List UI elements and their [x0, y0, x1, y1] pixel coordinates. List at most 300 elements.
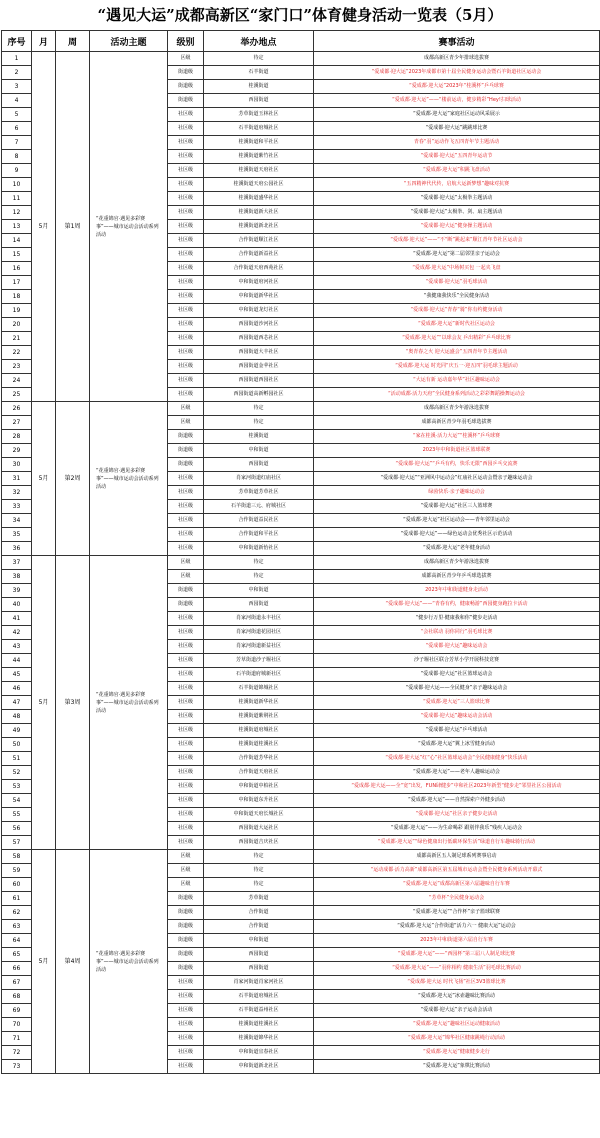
level-cell: 社区级	[168, 1060, 204, 1074]
place-cell: 待定	[204, 402, 314, 416]
level-cell: 社区级	[168, 346, 204, 360]
row-number: 2	[2, 66, 32, 80]
level-cell: 社区级	[168, 640, 204, 654]
document-title: “遇见大运”成都高新区“家门口”体育健身活动一览表（5月）	[97, 6, 503, 24]
row-number: 61	[2, 892, 32, 906]
row-number: 30	[2, 458, 32, 472]
row-number: 8	[2, 150, 32, 164]
activity-cell: “爱成都·迎大运”青春“骑”你有约健身活动	[314, 304, 600, 318]
row-number: 62	[2, 906, 32, 920]
row-number: 9	[2, 164, 32, 178]
row-number: 3	[2, 80, 32, 94]
row-number: 47	[2, 696, 32, 710]
row-number: 22	[2, 346, 32, 360]
level-cell: 社区级	[168, 332, 204, 346]
activity-cell: “爱成都·迎大运”象棋比赛活动	[314, 1060, 600, 1074]
place-cell: 合作街道和平社区	[204, 528, 314, 542]
row-number: 58	[2, 850, 32, 864]
level-cell: 街道级	[168, 80, 204, 94]
level-cell: 社区级	[168, 248, 204, 262]
place-cell: 合作街道	[204, 920, 314, 934]
level-cell: 社区级	[168, 304, 204, 318]
activity-cell: “爱成都·迎大运”锦华社区健康跳绳行动活动	[314, 1032, 600, 1046]
activity-cell: “爱成都·迎大运”“合作杯”亲子篮球联赛	[314, 906, 600, 920]
row-number: 73	[2, 1060, 32, 1074]
place-cell: 合作街道新益社区	[204, 248, 314, 262]
place-cell: 石羊街道益州社区	[204, 1004, 314, 1018]
level-cell: 社区级	[168, 108, 204, 122]
level-cell: 社区级	[168, 486, 204, 500]
activity-cell: “爱成都·迎大运 时光同“庆五一·迎五四”羽毛球主题活动	[314, 360, 600, 374]
row-number: 19	[2, 304, 32, 318]
activity-cell: “爱成都·迎大运”羽毛球活动	[314, 276, 600, 290]
table-body	[2, 52, 600, 1074]
activity-cell: “爱成都·迎大运”“绿色健康出行低碳环保生活”绿道自行车趣味骑行活动	[314, 836, 600, 850]
row-number: 10	[2, 178, 32, 192]
place-cell: 西园街道	[204, 962, 314, 976]
place-cell: 肖家河街道新益社区	[204, 640, 314, 654]
activity-cell: “爱成都·迎大运”2023年“桂溪杯”乒乓球赛	[314, 80, 600, 94]
row-number: 33	[2, 500, 32, 514]
activity-cell: “活动成都·活力天府”全民健身系列活动之彩彩舞蹈操舞运动会	[314, 388, 600, 402]
row-number: 66	[2, 962, 32, 976]
week-cell: 第3周	[56, 556, 90, 850]
header-theme: 活动主题	[90, 31, 168, 52]
row-number: 25	[2, 388, 32, 402]
week-cell: 第2周	[56, 402, 90, 556]
level-cell: 区级	[168, 556, 204, 570]
level-cell: 区级	[168, 52, 204, 66]
row-number: 6	[2, 122, 32, 136]
activity-cell: “爱成都·迎大运”“乒乓有约，快乐无限”西园乒乓交流赛	[314, 458, 600, 472]
level-cell: 街道级	[168, 458, 204, 472]
level-cell: 街道级	[168, 962, 204, 976]
level-cell: 街道级	[168, 920, 204, 934]
row-number: 29	[2, 444, 32, 458]
row-number: 39	[2, 584, 32, 598]
activity-cell: “运动成都·活力高新”成都高新区第五届城市运动会暨全民健身系列活动开幕式	[314, 864, 600, 878]
place-cell: 合作街道	[204, 906, 314, 920]
row-number: 64	[2, 934, 32, 948]
row-number: 40	[2, 598, 32, 612]
row-number: 13	[2, 220, 32, 234]
row-number: 26	[2, 402, 32, 416]
row-number: 35	[2, 528, 32, 542]
level-cell: 街道级	[168, 934, 204, 948]
row-number: 32	[2, 486, 32, 500]
activity-cell: 成都高新区青少年乒乓球选拔赛	[314, 570, 600, 584]
place-cell: 西园街道	[204, 598, 314, 612]
activity-cell: “爱成都·迎大运”——绿色运动会优秀社区示范活动	[314, 528, 600, 542]
activity-cell: 成都高新区青少年排球选拔赛	[314, 52, 600, 66]
place-cell: 合作街道顺江社区	[204, 234, 314, 248]
level-cell: 街道级	[168, 66, 204, 80]
activity-cell: “爱成都·迎大运”——“西园杯”第三届八人制足球比赛	[314, 948, 600, 962]
level-cell: 社区级	[168, 192, 204, 206]
activity-cell: “爱成都·迎大运”趣味运动会	[314, 640, 600, 654]
theme-cell: “花重锦官·遇见多彩赛事”——城市运动会活动系列活动	[90, 850, 168, 1074]
activity-cell: “爱成都·迎大运”乒乓球活动	[314, 724, 600, 738]
month-cell: 5月	[32, 850, 56, 1074]
place-cell: 桂溪街道桂溪社区	[204, 1018, 314, 1032]
row-number: 41	[2, 612, 32, 626]
activity-cell: “爱成都·迎大运”趣味运动会活动	[314, 710, 600, 724]
table-row	[2, 402, 600, 416]
activity-cell: “爱成都·迎大运”三人篮球比赛	[314, 696, 600, 710]
level-cell: 街道级	[168, 584, 204, 598]
place-cell: 桂溪街道天府公园社区	[204, 178, 314, 192]
activity-cell: “爱成都·迎大运”老年健身活动	[314, 542, 600, 556]
row-number: 56	[2, 822, 32, 836]
place-cell: 芳草街道玉林社区	[204, 108, 314, 122]
level-cell: 社区级	[168, 1018, 204, 1032]
place-cell: 西园街道金苹社区	[204, 360, 314, 374]
activity-cell: “爱成都·迎大运”“以球会友 乒出精彩”乒乓球比赛	[314, 332, 600, 346]
activity-cell: “爱成都·迎大运”社区亲子健步走活动	[314, 808, 600, 822]
place-cell: 肖家河街道红庙社区	[204, 472, 314, 486]
activity-cell: “爱成都·迎大运”翼上冰雪健身活动	[314, 738, 600, 752]
row-number: 36	[2, 542, 32, 556]
row-number: 69	[2, 1004, 32, 1018]
row-number: 31	[2, 472, 32, 486]
table-row	[2, 52, 600, 66]
level-cell: 社区级	[168, 612, 204, 626]
activity-cell: 绿茵快乐·亲子趣味运动会	[314, 486, 600, 500]
level-cell: 社区级	[168, 654, 204, 668]
level-cell: 区级	[168, 402, 204, 416]
theme-cell: “花重锦官·遇见多彩赛事”——城市运动会活动系列活动	[90, 52, 168, 402]
activity-cell: “爱成都·迎大运”2023年成都市第十届全民健身运动会暨石羊街道社区运动会	[314, 66, 600, 80]
row-number: 59	[2, 864, 32, 878]
activity-cell: “我健康我快乐”全民健身活动	[314, 290, 600, 304]
place-cell: 西园街道	[204, 94, 314, 108]
place-cell: 中和街道东升社区	[204, 794, 314, 808]
activity-cell: “爱成都·迎大运”趣味社区运动健康活动	[314, 1018, 600, 1032]
activity-cell: “芳草杯”全民健身运动会	[314, 892, 600, 906]
activity-cell: “爱成都·迎大运”健康健步走行	[314, 1046, 600, 1060]
place-cell: 桂溪街道新大社区	[204, 206, 314, 220]
place-cell: 合作街道天府社区	[204, 766, 314, 780]
place-cell: 中和街道新华社区	[204, 290, 314, 304]
row-number: 52	[2, 766, 32, 780]
level-cell: 社区级	[168, 136, 204, 150]
month-cell: 5月	[32, 52, 56, 402]
place-cell: 芳草街道	[204, 892, 314, 906]
activity-cell: “爱成都·迎大运”“亚洲风中运动会”红庙社区运动会暨亲子趣味运动会	[314, 472, 600, 486]
activity-cell: 成都高新区五人制足球系列赛事启动	[314, 850, 600, 864]
level-cell: 社区级	[168, 990, 204, 1004]
row-number: 45	[2, 668, 32, 682]
row-number: 38	[2, 570, 32, 584]
place-cell: 石羊街道锦城社区	[204, 682, 314, 696]
row-number: 48	[2, 710, 32, 724]
place-cell: 中和街道新怡社区	[204, 542, 314, 556]
level-cell: 街道级	[168, 430, 204, 444]
level-cell: 社区级	[168, 808, 204, 822]
place-cell: 桂溪街道桂溪社区	[204, 738, 314, 752]
level-cell: 社区级	[168, 262, 204, 276]
activity-cell: “爱成都·迎大运”社区三人篮球赛	[314, 500, 600, 514]
place-cell: 西园街道西芯社区	[204, 332, 314, 346]
level-cell: 社区级	[168, 150, 204, 164]
activity-cell: “爱成都·迎大运”——“青春有约，健康畅游”西园健身跑拉卡活动	[314, 598, 600, 612]
row-number: 71	[2, 1032, 32, 1046]
activity-cell: “五四精神代代传，启航大运新梦想”趣味对抗赛	[314, 178, 600, 192]
activity-cell: “爱成都·迎大运”——“羽你相约 健康生活”羽毛球比赛活动	[314, 962, 600, 976]
place-cell: 桂溪街道盛华社区	[204, 192, 314, 206]
row-number: 49	[2, 724, 32, 738]
place-cell: 西园街道	[204, 948, 314, 962]
place-cell: 桂溪街道	[204, 80, 314, 94]
level-cell: 社区级	[168, 164, 204, 178]
level-cell: 社区级	[168, 234, 204, 248]
header-place: 举办地点	[204, 31, 314, 52]
level-cell: 街道级	[168, 94, 204, 108]
place-cell: 石羊街道	[204, 66, 314, 80]
place-cell: 合作街道天府西苑社区	[204, 262, 314, 276]
activity-cell: “爱成都·迎大运”社区篮球运动会	[314, 668, 600, 682]
place-cell: 待定	[204, 416, 314, 430]
row-number: 11	[2, 192, 32, 206]
place-cell: 石羊街道府城新社区	[204, 668, 314, 682]
level-cell: 社区级	[168, 1046, 204, 1060]
level-cell: 社区级	[168, 500, 204, 514]
row-number: 51	[2, 752, 32, 766]
activity-cell: “健步行万里·健康我和你”健步走活动	[314, 612, 600, 626]
activity-cell: “家在桂溪·活力大运”“桂溪杯”乒乓球赛	[314, 430, 600, 444]
place-cell: 西园街道高新孵园社区	[204, 388, 314, 402]
activity-cell: “爱成都·迎大运”跳跳球比赛	[314, 122, 600, 136]
level-cell: 街道级	[168, 948, 204, 962]
level-cell: 社区级	[168, 738, 204, 752]
row-number: 28	[2, 430, 32, 444]
row-number: 57	[2, 836, 32, 850]
level-cell: 社区级	[168, 822, 204, 836]
place-cell: 肖家河街道肖家河社区	[204, 976, 314, 990]
level-cell: 社区级	[168, 542, 204, 556]
place-cell: 西园街道	[204, 458, 314, 472]
level-cell: 社区级	[168, 696, 204, 710]
activity-cell: 2023年中和街道第六届自行车赛	[314, 934, 600, 948]
row-number: 34	[2, 514, 32, 528]
level-cell: 街道级	[168, 444, 204, 458]
level-cell: 社区级	[168, 752, 204, 766]
row-number: 63	[2, 920, 32, 934]
place-cell: 西园街道大丰社区	[204, 346, 314, 360]
level-cell: 社区级	[168, 626, 204, 640]
level-cell: 社区级	[168, 710, 204, 724]
row-number: 54	[2, 794, 32, 808]
week-cell: 第1周	[56, 52, 90, 402]
place-cell: 桂溪街道紫竹社区	[204, 150, 314, 164]
place-cell: 肖家河街道花园社区	[204, 626, 314, 640]
row-number: 72	[2, 1046, 32, 1060]
row-number: 27	[2, 416, 32, 430]
activity-cell: 成都高新区青少年游泳选拔赛	[314, 556, 600, 570]
place-cell: 桂溪街道新北社区	[204, 220, 314, 234]
activity-cell: “爱成都·迎大运 时代飞扬”社区3V3篮球比赛	[314, 976, 600, 990]
activity-cell: “爱成都·迎大运”健身操主题活动	[314, 220, 600, 234]
level-cell: 社区级	[168, 220, 204, 234]
row-number: 1	[2, 52, 32, 66]
row-number: 53	[2, 780, 32, 794]
activity-cell: “爱成都·迎大运”——老年人趣味运动会	[314, 766, 600, 780]
header-month: 月	[32, 31, 56, 52]
activity-cell: 青春“羽”运动作飞五四青年节主题活动	[314, 136, 600, 150]
place-cell: 桂溪街道和平社区	[204, 136, 314, 150]
activity-cell: “爱成都·迎大运”亲子运动会活动	[314, 1004, 600, 1018]
level-cell: 街道级	[168, 598, 204, 612]
level-cell: 社区级	[168, 528, 204, 542]
activity-cell: “爱成都·迎大运——全“宽”出发，FUN肆健步”中和社区2023年新型“健步走”邻里社区公园活动	[314, 780, 600, 794]
header-week: 周	[56, 31, 90, 52]
row-number: 20	[2, 318, 32, 332]
level-cell: 社区级	[168, 206, 204, 220]
place-cell: 石羊街道府城社区	[204, 122, 314, 136]
activity-cell: 2023年中和街道健身走活动	[314, 584, 600, 598]
level-cell: 社区级	[168, 682, 204, 696]
place-cell: 芳草街道沙子堰社区	[204, 654, 314, 668]
row-number: 43	[2, 640, 32, 654]
activity-cell: 2023年中和街道社区篮球联赛	[314, 444, 600, 458]
level-cell: 社区级	[168, 794, 204, 808]
level-cell: 社区级	[168, 1032, 204, 1046]
row-number: 65	[2, 948, 32, 962]
level-cell: 社区级	[168, 388, 204, 402]
place-cell: 中和街道龙灯社区	[204, 304, 314, 318]
level-cell: 区级	[168, 570, 204, 584]
place-cell: 桂溪街道	[204, 430, 314, 444]
level-cell: 社区级	[168, 318, 204, 332]
row-number: 44	[2, 654, 32, 668]
place-cell: 石羊街道三元、府城社区	[204, 500, 314, 514]
row-number: 17	[2, 276, 32, 290]
activity-cell: “爱成都·迎大运”第二届邻里亲子运动会	[314, 248, 600, 262]
activity-cell: “爱成都·迎大运”冰壶趣味比赛活动	[314, 990, 600, 1004]
activity-cell: “爱成都·迎大运”太极拳主题活动	[314, 192, 600, 206]
place-cell: 合作街道益民社区	[204, 514, 314, 528]
activity-cell: “爱成都·迎大运”积跳飞盘活动	[314, 164, 600, 178]
header-no: 序号	[2, 31, 32, 52]
activity-cell: “爱成都·迎大运”——“楼前运动，健步精彩”Hey!扫球活动	[314, 94, 600, 108]
activity-table	[1, 30, 600, 1074]
header-activity: 赛事活动	[314, 31, 600, 52]
place-cell: 桂溪街道新华社区	[204, 696, 314, 710]
level-cell: 街道级	[168, 892, 204, 906]
place-cell: 合作街道芳华社区	[204, 752, 314, 766]
place-cell: 中和街道	[204, 584, 314, 598]
place-cell: 中和街道宜春社区	[204, 1046, 314, 1060]
level-cell: 社区级	[168, 472, 204, 486]
activity-cell: “爱成都·迎大运——全民健身”亲子趣味运动会	[314, 682, 600, 696]
level-cell: 区级	[168, 850, 204, 864]
row-number: 15	[2, 248, 32, 262]
row-number: 12	[2, 206, 32, 220]
place-cell: 西园街道西园社区	[204, 374, 314, 388]
activity-cell: “爱成都·迎大运”——自然探索户外健步活动	[314, 794, 600, 808]
place-cell: 中和街道	[204, 444, 314, 458]
activity-cell: 沙子堰社区联合芳草小学开展科技竞赛	[314, 654, 600, 668]
activity-cell: “爱成都·迎大运”家庭社区运动风采展示	[314, 108, 600, 122]
row-number: 18	[2, 290, 32, 304]
place-cell: 待定	[204, 878, 314, 892]
row-number: 70	[2, 1018, 32, 1032]
activity-cell: “爱成都·迎大运”成都高新区第六届趣味自行车赛	[314, 878, 600, 892]
row-number: 16	[2, 262, 32, 276]
activity-cell: “爱成都·迎大运”太极拳、剑、扇主题活动	[314, 206, 600, 220]
place-cell: 西园街道大运社区	[204, 822, 314, 836]
row-number: 55	[2, 808, 32, 822]
activity-cell: “爱成都·迎大运”——“不“断”跳起来”顺江青年节社区运动会	[314, 234, 600, 248]
level-cell: 区级	[168, 416, 204, 430]
level-cell: 社区级	[168, 836, 204, 850]
place-cell: 桂溪街道紫荆社区	[204, 710, 314, 724]
place-cell: 桂溪街道锦华社区	[204, 1032, 314, 1046]
level-cell: 社区级	[168, 668, 204, 682]
month-cell: 5月	[32, 556, 56, 850]
place-cell: 西园街道吉庆社区	[204, 836, 314, 850]
theme-cell: “花重锦官·遇见多彩赛事”——城市运动会活动系列活动	[90, 556, 168, 850]
level-cell: 社区级	[168, 178, 204, 192]
place-cell: 待定	[204, 570, 314, 584]
place-cell: 肖家河街道永丰社区	[204, 612, 314, 626]
place-cell: 中和街道新北社区	[204, 1060, 314, 1074]
level-cell: 街道级	[168, 906, 204, 920]
row-number: 42	[2, 626, 32, 640]
level-cell: 社区级	[168, 122, 204, 136]
activity-cell: “爱成都·迎大运”社区运动会——青年邻里运动会	[314, 514, 600, 528]
header-level: 级别	[168, 31, 204, 52]
place-cell: 待定	[204, 864, 314, 878]
place-cell: 中和街道府河社区	[204, 276, 314, 290]
level-cell: 区级	[168, 878, 204, 892]
row-number: 46	[2, 682, 32, 696]
level-cell: 社区级	[168, 780, 204, 794]
level-cell: 社区级	[168, 290, 204, 304]
activity-cell: “爱成都·迎大运”五四青年运动节	[314, 150, 600, 164]
header-row	[2, 31, 600, 52]
place-cell: 待定	[204, 52, 314, 66]
activity-cell: “爱成都·迎大运”红“心”社区篮球运动会“全民健康健身”快乐活动	[314, 752, 600, 766]
row-number: 68	[2, 990, 32, 1004]
place-cell: 桂溪街道府城社区	[204, 724, 314, 738]
row-number: 23	[2, 360, 32, 374]
level-cell: 社区级	[168, 514, 204, 528]
row-number: 7	[2, 136, 32, 150]
activity-cell: 成都高新区青少年羽毛球选拔赛	[314, 416, 600, 430]
activity-cell: “爱成都·迎大运”合作街道“活力六一 健康大运”运动会	[314, 920, 600, 934]
level-cell: 区级	[168, 864, 204, 878]
table-row	[2, 556, 600, 570]
row-number: 21	[2, 332, 32, 346]
place-cell: 中和街道天府长城社区	[204, 808, 314, 822]
activity-cell: “爱成都·迎大运”——为生命喝彩 跟别伴我乐”残疾人运动会	[314, 822, 600, 836]
table-row	[2, 850, 600, 864]
row-number: 67	[2, 976, 32, 990]
month-cell: 5月	[32, 402, 56, 556]
activity-cell: “会社联动 羽你同行”羽毛球比赛	[314, 626, 600, 640]
activity-cell: “大运有新 运动嘉年华”社区趣味运动会	[314, 374, 600, 388]
place-cell: 中和街道	[204, 934, 314, 948]
row-number: 4	[2, 94, 32, 108]
row-number: 50	[2, 738, 32, 752]
level-cell: 社区级	[168, 976, 204, 990]
level-cell: 社区级	[168, 360, 204, 374]
level-cell: 社区级	[168, 374, 204, 388]
level-cell: 社区级	[168, 724, 204, 738]
place-cell: 待定	[204, 850, 314, 864]
activity-cell: “奥青春之火 迎大运盛会”五四青年节主题活动	[314, 346, 600, 360]
